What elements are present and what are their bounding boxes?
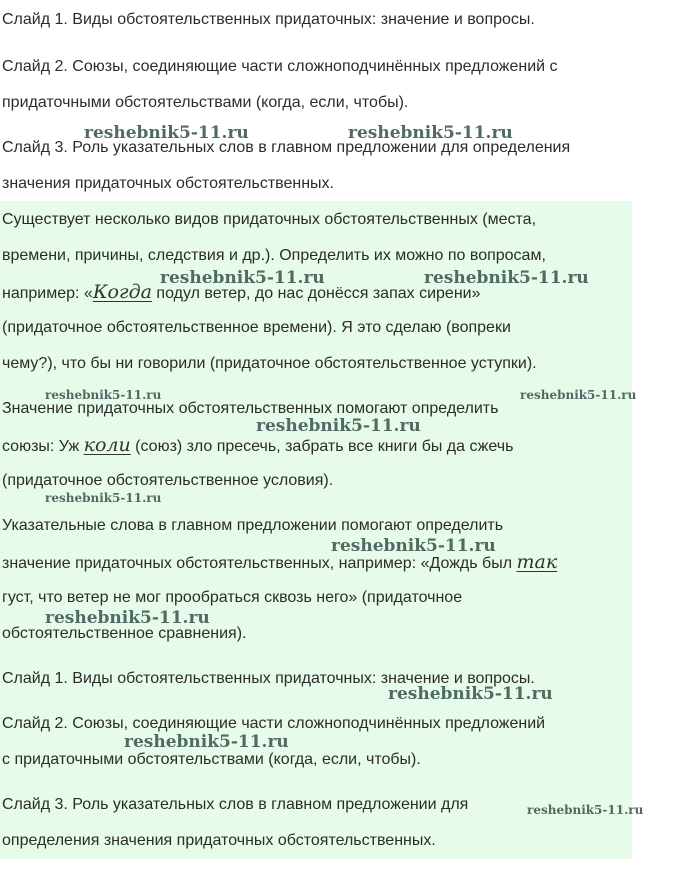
paragraph-3-line-1: Указательные слова в главном предложении помогают определить [2, 517, 504, 534]
watermark: reshebnik5-11.ru [45, 388, 162, 402]
watermark: reshebnik5-11.ru [388, 684, 553, 704]
watermark: reshebnik5-11.ru [84, 123, 249, 143]
paragraph-1-text-post: подул ветер, до нас донёсся запах сирени» [151, 285, 481, 302]
handwritten-word-koli: коли [83, 434, 131, 456]
paragraph-2-line-2 [2, 435, 513, 457]
slide-3-summary-line-2: определения значения придаточных обстоятельственных. [2, 832, 436, 849]
paragraph-2-line-3: (придаточное обстоятельственное условия). [2, 472, 334, 489]
watermark: reshebnik5-11.ru [527, 803, 644, 817]
paragraph-1-line-2: времени, причины, следствия и др.). Определить их можно по вопросам, [2, 247, 546, 264]
intro-slide-3-line-2: значения придаточных обстоятельственных. [2, 175, 334, 192]
slide-1-summary: Слайд 1. Виды обстоятельственных придаточных: значение и вопросы. [2, 670, 535, 687]
paragraph-3-text-pre: значение придаточных обстоятельственных, например: «Дождь был [2, 555, 517, 572]
intro-slide-1: Слайд 1. Виды обстоятельственных придаточных: значение и вопросы. [2, 11, 535, 28]
paragraph-2-line-1: Значение придаточных обстоятельственных помогают определить [2, 400, 499, 417]
paragraph-3-line-3: густ, что ветер не мог прообраться сквозь него» (придаточное [2, 589, 463, 606]
intro-slide-3-line-1: Слайд 3. Роль указательных слов в главном предложении для определения [2, 139, 571, 156]
watermark: reshebnik5-11.ru [45, 608, 210, 628]
watermark: reshebnik5-11.ru [45, 491, 162, 505]
watermark: reshebnik5-11.ru [124, 732, 289, 752]
intro-slide-2-line-1: Слайд 2. Союзы, соединяющие части сложноподчинённых предложений с [2, 58, 558, 75]
slide-2-summary-line-2: с придаточными обстоятельствами (когда, если, чтобы). [2, 751, 421, 768]
watermark: reshebnik5-11.ru [424, 268, 589, 288]
watermark: reshebnik5-11.ru [520, 388, 637, 402]
paragraph-1-text-pre: например: « [2, 285, 93, 302]
watermark: reshebnik5-11.ru [256, 416, 421, 436]
paragraph-1-line-1: Существует несколько видов придаточных обстоятельственных (места, [2, 211, 537, 228]
handwritten-word-kogda: Когда [92, 281, 152, 303]
paragraph-1-line-4: (придаточное обстоятельственное времени). Я это сделаю (вопреки [2, 319, 511, 336]
slide-2-summary-line-1: Слайд 2. Союзы, соединяющие части сложноподчинённых предложений [2, 715, 546, 732]
paragraph-2-text-pre: союзы: Уж [2, 438, 84, 455]
paragraph-3-line-4: обстоятельственное сравнения). [2, 625, 247, 642]
watermark: reshebnik5-11.ru [348, 123, 513, 143]
paragraph-2-text-post: (союз) зло пресечь, забрать все книги бы да сжечь [130, 438, 514, 455]
intro-slide-2-line-2: придаточными обстоятельствами (когда, если, чтобы). [2, 94, 409, 111]
handwritten-word-tak: так [516, 551, 558, 573]
watermark: reshebnik5-11.ru [331, 536, 496, 556]
watermark: reshebnik5-11.ru [160, 268, 325, 288]
paragraph-1-line-5: чему?), что бы ни говорили (придаточное обстоятельственное уступки). [2, 355, 537, 372]
slide-3-summary-line-1: Слайд 3. Роль указательных слов в главном предложении для [2, 796, 469, 813]
